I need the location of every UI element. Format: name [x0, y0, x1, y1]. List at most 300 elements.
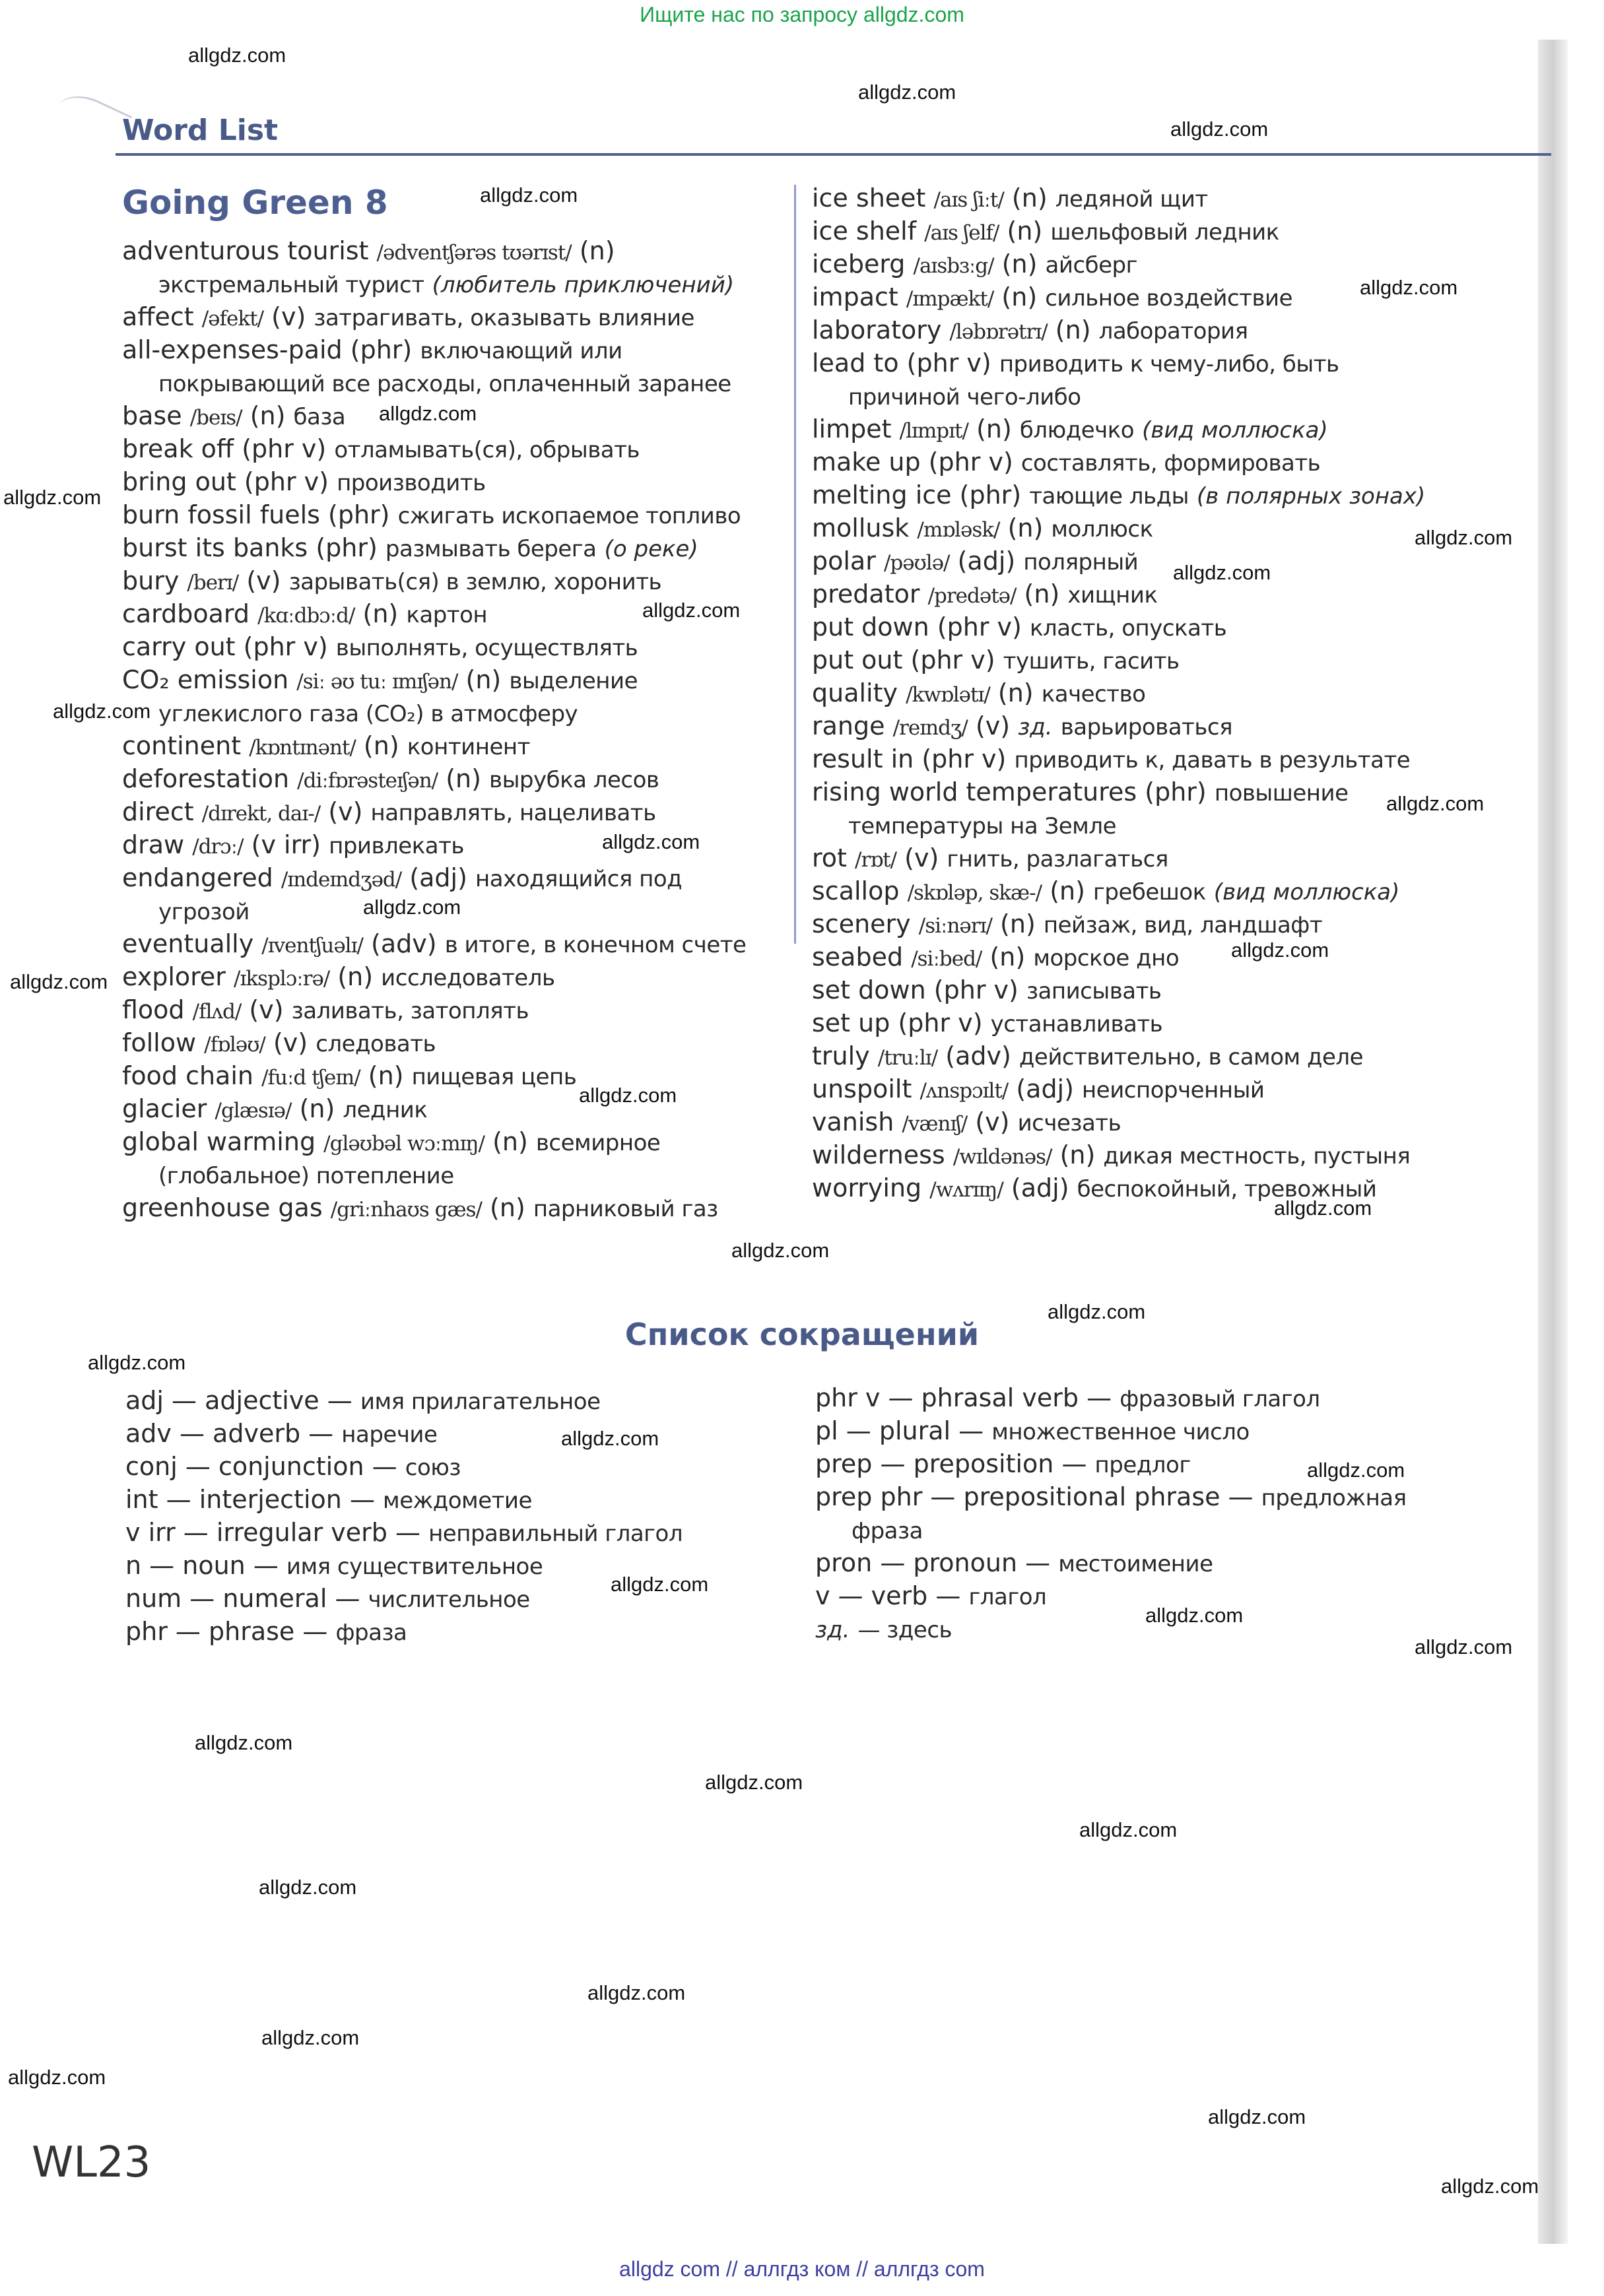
entry-translation: айсберг	[1045, 252, 1137, 279]
entry-word: wilderness	[812, 1140, 945, 1169]
entry-word: ice sheet	[812, 183, 926, 213]
entry-translation: записывать	[1026, 978, 1162, 1004]
entry-continuation	[812, 808, 1425, 841]
entry-word: draw	[122, 830, 185, 859]
entry	[122, 333, 746, 366]
entry-word: all-expenses-paid	[122, 335, 343, 364]
entry-translation: моллюск	[1051, 516, 1153, 542]
entry-word: n — noun —	[125, 1551, 279, 1580]
entry-phonetic: /berɪ/	[187, 571, 239, 595]
entry	[125, 1516, 683, 1549]
entry-phonetic: /rɒt/	[855, 848, 897, 872]
entry-word: adventurous tourist	[122, 236, 369, 265]
entry-translation: морское дно	[1033, 945, 1180, 971]
entry-part-of-speech: (n)	[368, 1061, 404, 1090]
entry-translation: неиспорченный	[1082, 1077, 1265, 1103]
entry-translation: направлять, нацеливать	[370, 800, 656, 826]
entry-translation: множественное число	[991, 1419, 1250, 1445]
entry-translation: глагол	[968, 1584, 1047, 1610]
entry-part-of-speech: (n)	[1007, 216, 1043, 246]
entry-translation: — здесь	[857, 1617, 952, 1643]
entry-word: burn fossil fuels	[122, 500, 320, 529]
entry-part-of-speech: (phr)	[328, 500, 390, 529]
entry	[812, 511, 1425, 544]
entry-phonetic: /siː əʊ tuː ɪmɪʃən/	[296, 670, 458, 694]
entry-translation: лаборатория	[1098, 318, 1248, 344]
abbreviations-left	[125, 1384, 683, 1648]
entry-translation: класть, опускать	[1029, 615, 1227, 641]
entry-translation: полярный	[1023, 549, 1139, 575]
entry-word: bury	[122, 566, 180, 595]
entry-usage-note: зд.	[815, 1617, 850, 1643]
watermark: allgdz.com	[363, 896, 461, 919]
entry-part-of-speech: (phr v)	[898, 1008, 983, 1037]
entry-phonetic: /lɪmpɪt/	[899, 419, 968, 443]
entry-part-of-speech: (phr v)	[937, 612, 1022, 641]
entry-part-of-speech: (phr v)	[242, 434, 327, 463]
entry-translation: зарывать(ся) в землю, хоронить	[288, 569, 662, 595]
entry-part-of-speech: (n)	[490, 1193, 525, 1222]
entry-word: deforestation	[122, 764, 290, 793]
entry	[122, 795, 746, 828]
entry-translation-cont: экстремальный турист	[158, 272, 424, 298]
entry-phonetic: /griːnhaʊs gæs/	[330, 1198, 482, 1222]
entry-translation: качество	[1041, 681, 1146, 707]
watermark: allgdz.com	[1173, 561, 1271, 584]
watermark: allgdz.com	[1145, 1604, 1244, 1627]
entry-phonetic: /ɪksplɔːrə/	[234, 967, 330, 991]
entry-phonetic: /kɑːdbɔːd/	[257, 604, 355, 628]
entry-phonetic: /wɪldənəs/	[952, 1145, 1052, 1169]
entry-word: mollusk	[812, 513, 910, 542]
entry-word: adj — adjective —	[125, 1386, 352, 1415]
entry-word: quality	[812, 678, 898, 707]
entry-word: bring out	[122, 467, 236, 496]
entry-word: range	[812, 711, 885, 740]
entry	[812, 907, 1425, 940]
entry-translation: сжигать ископаемое топливо	[397, 503, 741, 529]
entry-phonetic: /gləʊbəl wɔːmɪŋ/	[323, 1132, 485, 1156]
entry-word: follow	[122, 1028, 197, 1057]
entry-phonetic: /ədventʃərəs tʊərɪst/	[376, 241, 572, 265]
entry-continuation	[815, 1513, 1407, 1546]
left-word-column	[122, 234, 746, 1224]
entry-translation: тающие льды	[1029, 483, 1189, 509]
entry	[125, 1384, 683, 1417]
entry	[125, 1615, 683, 1648]
entry-word: base	[122, 401, 182, 430]
entry-continuation	[122, 366, 746, 399]
entry-phonetic: /predətə/	[927, 584, 1017, 608]
entry-word: put down	[812, 612, 929, 641]
entry-translation: повышение	[1214, 780, 1349, 806]
entry-part-of-speech: (n)	[1024, 579, 1060, 608]
entry-phonetic: /diːfɒrəsteɪʃən/	[297, 769, 438, 793]
entry-translation: исследователь	[381, 965, 555, 991]
entry	[812, 214, 1425, 247]
entry-continuation	[122, 696, 746, 729]
entry-note: (о реке)	[604, 536, 698, 562]
entry-word: eventually	[122, 929, 254, 958]
entry-word: scallop	[812, 876, 900, 905]
watermark: allgdz.com	[1170, 117, 1269, 141]
word-list-header: Word List	[122, 114, 279, 147]
entry-part-of-speech: (v)	[273, 1028, 308, 1057]
entry-word: global warming	[122, 1127, 316, 1156]
entry-word: affect	[122, 302, 194, 331]
entry	[122, 993, 746, 1026]
entry	[122, 234, 746, 267]
entry-word: burst its banks	[122, 533, 308, 562]
entry-part-of-speech: (v)	[975, 1107, 1010, 1136]
entry-part-of-speech: (phr)	[1145, 777, 1207, 806]
entry-translation: заливать, затоплять	[291, 998, 529, 1024]
entry	[122, 564, 746, 597]
entry	[812, 1105, 1425, 1138]
entry-translation: база	[293, 404, 346, 430]
entry-usage-note: зд.	[1018, 714, 1053, 740]
entry-translation-cont: (глобальное) потепление	[158, 1163, 454, 1189]
entry	[122, 960, 746, 993]
watermark: allgdz.com	[858, 81, 956, 104]
entry	[812, 412, 1425, 445]
entry-phonetic: /əfekt/	[201, 307, 264, 331]
entry	[815, 1480, 1407, 1513]
entry-part-of-speech: (n)	[492, 1127, 528, 1156]
entry	[122, 762, 746, 795]
watermark: allgdz.com	[10, 970, 108, 993]
entry-part-of-speech: (adj)	[957, 546, 1016, 575]
entry	[812, 1039, 1425, 1072]
watermark: allgdz.com	[1231, 938, 1329, 962]
entry-translation: приводить к чему-либо, быть	[999, 351, 1339, 377]
entry-word: v — verb —	[815, 1581, 961, 1610]
entry-translation: имя существительное	[286, 1554, 543, 1580]
entry	[122, 1191, 746, 1224]
abbreviations-right	[815, 1381, 1407, 1645]
entry-part-of-speech: (v)	[246, 566, 281, 595]
entry-translation-cont: фраза	[852, 1518, 923, 1544]
watermark: allgdz.com	[261, 2026, 360, 2049]
entry-translation: отламывать(ся), обрывать	[334, 437, 640, 463]
entry-part-of-speech: (phr)	[959, 480, 1022, 509]
entry-translation: парниковый газ	[533, 1196, 718, 1222]
entry-word: glacier	[122, 1094, 207, 1123]
entry-word: truly	[812, 1041, 870, 1070]
section-title: Going Green 8	[122, 183, 388, 222]
header-rule	[116, 153, 1551, 156]
entry-translation: шельфовый ледник	[1050, 219, 1279, 246]
entry-part-of-speech: (n)	[446, 764, 481, 793]
entry-part-of-speech: (n)	[362, 599, 399, 628]
entry-part-of-speech: (phr v)	[921, 744, 1007, 773]
header-swoosh	[46, 86, 133, 160]
entry	[125, 1483, 683, 1516]
entry-phonetic: /aɪs ʃelf/	[924, 221, 999, 245]
entry-translation: вырубка лесов	[489, 767, 659, 793]
entry-word: rising world temperatures	[812, 777, 1137, 806]
entry-note: (вид моллюска)	[1213, 879, 1400, 905]
entry-translation: выделение	[509, 668, 638, 694]
entry-phonetic: /siːnərɪ/	[918, 914, 992, 938]
entry-word: cardboard	[122, 599, 250, 628]
entry-word: iceberg	[812, 249, 906, 279]
entry-translation: наречие	[341, 1422, 438, 1448]
entry-word: result in	[812, 744, 914, 773]
entry-part-of-speech: (n)	[1007, 513, 1044, 542]
entry-word: laboratory	[812, 315, 942, 344]
entry-part-of-speech: (phr)	[316, 533, 378, 562]
entry-word: scenery	[812, 909, 911, 938]
entry-word: food chain	[122, 1061, 253, 1090]
entry-word: pron — pronoun —	[815, 1548, 1051, 1577]
entry-part-of-speech: (n)	[997, 678, 1034, 707]
entry-word: prep phr — prepositional phrase —	[815, 1482, 1253, 1511]
entry	[812, 577, 1425, 610]
watermark: allgdz.com	[731, 1239, 830, 1262]
entry-translation: действительно, в самом деле	[1019, 1044, 1364, 1070]
entry-part-of-speech: (adv)	[371, 929, 437, 958]
entry	[122, 630, 746, 663]
entry-phonetic: /ɪndeɪndʒəd/	[281, 868, 402, 892]
entry-note: (вид моллюска)	[1142, 417, 1328, 443]
entry-translation: континент	[407, 734, 530, 760]
entry-translation: привлекать	[329, 833, 464, 859]
watermark: allgdz.com	[88, 1351, 186, 1374]
entry-phonetic: /drɔː/	[192, 835, 244, 859]
entry-part-of-speech: (v)	[975, 711, 1011, 740]
entry-translation: хищник	[1067, 582, 1158, 608]
entry-translation: всемирное	[535, 1130, 661, 1156]
entry-translation: тушить, гасить	[1003, 648, 1180, 674]
entry-translation: предложная	[1261, 1485, 1407, 1511]
entry-word: polar	[812, 546, 876, 575]
entry-word: seabed	[812, 942, 904, 971]
entry-phonetic: /siːbed/	[911, 947, 982, 971]
entry-word: pl — plural —	[815, 1416, 984, 1445]
entry-translation: размывать берега	[385, 536, 597, 562]
entry	[812, 643, 1425, 676]
watermark: allgdz.com	[379, 402, 477, 425]
entry-translation: беспокойный, тревожный	[1077, 1176, 1377, 1202]
entry-part-of-speech: (n)	[976, 414, 1012, 443]
watermark: allgdz.com	[1079, 1818, 1178, 1841]
entry-part-of-speech: (v irr)	[251, 830, 321, 859]
entry-part-of-speech: (n)	[579, 236, 615, 265]
entry-word: phr — phrase —	[125, 1617, 328, 1646]
entry	[122, 663, 746, 696]
entry	[815, 1414, 1407, 1447]
entry-phonetic: /skɒləp, skæ-/	[907, 881, 1042, 905]
entry-part-of-speech: (phr v)	[243, 632, 328, 661]
entry-part-of-speech: (n)	[1000, 909, 1036, 938]
entry-phonetic: /vænɪʃ/	[902, 1112, 968, 1136]
entry-translation: сильное воздействие	[1045, 285, 1293, 312]
entry-part-of-speech: (v)	[271, 302, 306, 331]
entry-translation: предлог	[1094, 1452, 1191, 1478]
entry-word: flood	[122, 995, 185, 1024]
entry-part-of-speech: (n)	[250, 401, 286, 430]
entry-word: adv — adverb —	[125, 1419, 334, 1448]
entry-word: explorer	[122, 962, 226, 991]
entry-phonetic: /wʌrɪɪŋ/	[929, 1178, 1003, 1202]
watermark: allgdz.com	[8, 2066, 106, 2089]
entry-word: melting ice	[812, 480, 952, 509]
entry	[812, 973, 1425, 1006]
entry	[122, 729, 746, 762]
entry-translation-cont: покрывающий все расходы, оплаченный заранее	[158, 371, 731, 397]
entry-continuation	[122, 1158, 746, 1191]
entry	[125, 1582, 683, 1615]
entry-phonetic: /ʌnspɔɪlt/	[919, 1079, 1009, 1103]
watermark: allgdz.com	[602, 830, 700, 853]
entry	[812, 1006, 1425, 1039]
watermark: allgdz.com	[1307, 1459, 1405, 1482]
entry	[812, 280, 1425, 313]
entry	[122, 531, 746, 564]
entry-word: greenhouse gas	[122, 1193, 323, 1222]
entry-phonetic: /kwɒlətɪ/	[906, 683, 990, 707]
entry-word: lead to	[812, 348, 899, 377]
entry	[122, 861, 746, 894]
entry-word: int — interjection —	[125, 1485, 375, 1514]
entry-translation: включающий или	[420, 338, 622, 364]
entry-part-of-speech: (n)	[1059, 1140, 1096, 1169]
entry-word: phr v — phrasal verb —	[815, 1383, 1112, 1412]
entry-word: worrying	[812, 1173, 922, 1202]
entry-phonetic: /ɪventʃuəlɪ/	[261, 934, 363, 958]
entry	[812, 709, 1425, 742]
entry-word: CO₂ emission	[122, 665, 289, 694]
entry-translation-cont: углекислого газа (CO₂) в атмосферу	[158, 701, 578, 727]
entry-note: (в полярных зонах)	[1197, 483, 1426, 509]
entry	[815, 1579, 1407, 1612]
watermark: allgdz.com	[1415, 1635, 1513, 1658]
entry-translation: гнить, разлагаться	[947, 846, 1168, 872]
entry-word: make up	[812, 447, 921, 476]
entry-translation: пищевая цепь	[411, 1064, 577, 1090]
entry	[812, 346, 1425, 379]
entry	[122, 498, 746, 531]
watermark: allgdz.com	[195, 1731, 293, 1754]
entry-word: direct	[122, 797, 194, 826]
watermark: allgdz.com	[579, 1084, 677, 1107]
entry-word: set up	[812, 1008, 890, 1037]
entry-word: set down	[812, 975, 926, 1004]
watermark: allgdz.com	[1274, 1197, 1372, 1220]
entry-phonetic: /ləbɒrətrɪ/	[949, 320, 1048, 344]
watermark: allgdz.com	[188, 44, 286, 67]
entry-part-of-speech: (phr v)	[906, 348, 991, 377]
entry	[812, 940, 1425, 973]
entry-part-of-speech: (n)	[1001, 249, 1038, 279]
entry-part-of-speech: (adj)	[409, 863, 467, 892]
watermark: allgdz.com	[1441, 2175, 1539, 2198]
entry-part-of-speech: (v)	[904, 843, 939, 872]
entry	[122, 300, 746, 333]
entry-translation: приводить к, давать в результате	[1014, 747, 1411, 773]
entry	[815, 1612, 1407, 1645]
watermark: allgdz.com	[642, 599, 741, 622]
entry	[812, 313, 1425, 346]
entry-word: limpet	[812, 414, 892, 443]
entry	[812, 676, 1425, 709]
entry-part-of-speech: (adj)	[1011, 1173, 1069, 1202]
entry-phonetic: /fɒləʊ/	[204, 1033, 265, 1057]
entry-phonetic: /pəʊlə/	[883, 551, 950, 575]
entry-word: carry out	[122, 632, 236, 661]
watermark: allgdz.com	[1048, 1300, 1146, 1323]
abbreviations-title: Список сокращений	[624, 1317, 980, 1352]
entry	[125, 1549, 683, 1582]
entry-part-of-speech: (n)	[1011, 183, 1048, 213]
entry-phonetic: /truːlɪ/	[877, 1046, 938, 1070]
entry-phonetic: /reɪndʒ/	[892, 716, 968, 740]
entry-translation: следовать	[316, 1031, 436, 1057]
watermark: allgdz.com	[1208, 2105, 1306, 2128]
entry-part-of-speech: (n)	[299, 1094, 335, 1123]
entry	[122, 1125, 746, 1158]
entry-phonetic: /mɒləsk/	[917, 518, 1000, 542]
entry-part-of-speech: (v)	[328, 797, 363, 826]
entry-translation: в итоге, в конечном счете	[444, 932, 747, 958]
entry-phonetic: /flʌd/	[192, 1000, 242, 1024]
entry	[812, 1072, 1425, 1105]
entry	[812, 247, 1425, 280]
entry-word: unspoilt	[812, 1074, 912, 1103]
watermark: allgdz.com	[53, 700, 151, 723]
entry	[122, 927, 746, 960]
entry-translation: производить	[337, 470, 486, 496]
watermark: allgdz.com	[1415, 526, 1513, 549]
entry-word: predator	[812, 579, 920, 608]
bottom-site-note: allgdz com // аллгдз ком // аллгдз com	[619, 2257, 985, 2281]
entry-phonetic: /kɒntɪnənt/	[249, 736, 356, 760]
entry-word: ice shelf	[812, 216, 917, 246]
entry-word: continent	[122, 731, 242, 760]
entry-phonetic: /aɪsbɜːg/	[913, 254, 994, 278]
entry-phonetic: /glæsɪə/	[215, 1099, 292, 1123]
entry-part-of-speech: (phr v)	[910, 645, 995, 674]
entry	[812, 610, 1425, 643]
entry-translation: блюдечко	[1019, 417, 1135, 443]
top-search-note: Ищите нас по запросу allgdz.com	[640, 3, 964, 26]
entry-part-of-speech: (phr)	[350, 335, 413, 364]
watermark: allgdz.com	[259, 1876, 357, 1899]
entry-part-of-speech: (adj)	[1016, 1074, 1074, 1103]
entry	[812, 181, 1425, 214]
entry-word: conj — conjunction —	[125, 1452, 397, 1481]
entry-translation: пейзаж, вид, ландшафт	[1043, 912, 1323, 938]
entry-part-of-speech: (phr v)	[244, 467, 329, 496]
entry	[812, 445, 1425, 478]
entry-part-of-speech: (phr v)	[928, 447, 1013, 476]
entry-phonetic: /beɪs/	[189, 406, 242, 430]
entry-translation: числительное	[368, 1587, 530, 1613]
entry-word: rot	[812, 843, 847, 872]
entry-translation-cont: температуры на Земле	[848, 813, 1116, 839]
entry-word: put out	[812, 645, 903, 674]
watermark: allgdz.com	[611, 1573, 709, 1596]
entry	[122, 1026, 746, 1059]
entry-translation: неправильный глагол	[428, 1521, 683, 1547]
entry-translation: дикая местность, пустыня	[1103, 1143, 1411, 1169]
entry-translation: варьироваться	[1060, 714, 1233, 740]
entry-part-of-speech: (v)	[249, 995, 284, 1024]
entry	[122, 432, 746, 465]
entry-translation: междометие	[383, 1488, 532, 1514]
entry	[815, 1546, 1407, 1579]
